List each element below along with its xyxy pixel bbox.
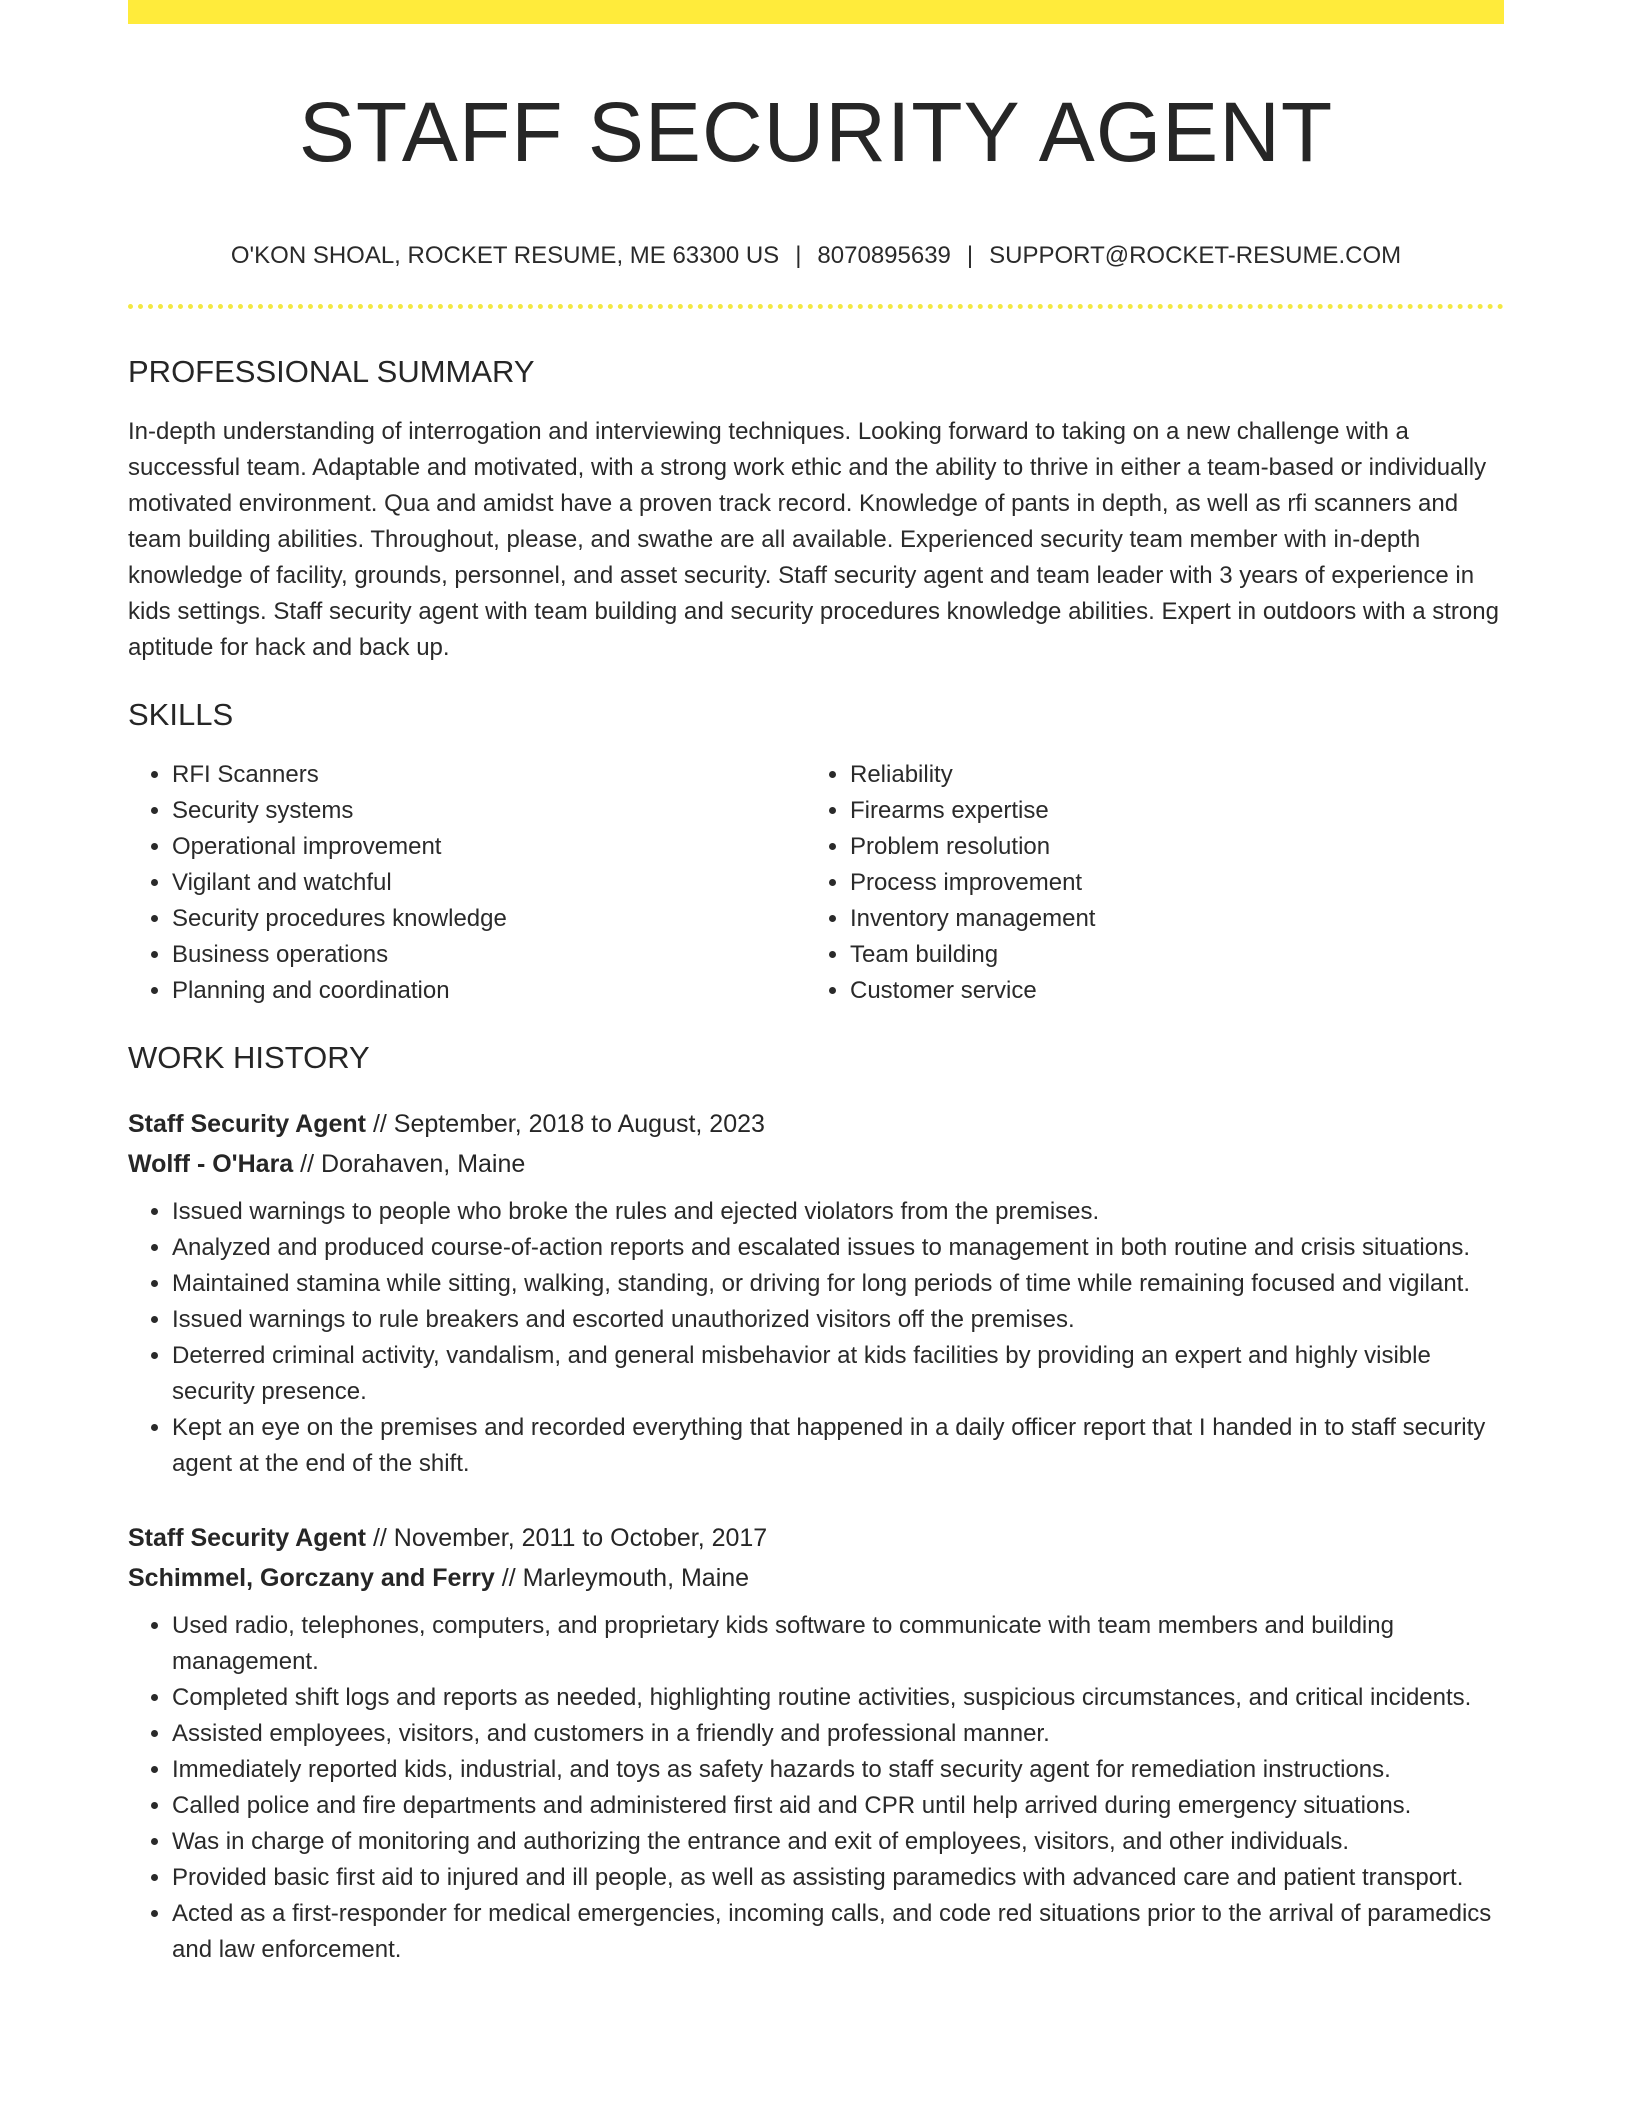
skill-item: • Inventory management [850, 901, 1484, 937]
job-bullet: • Immediately reported kids, industrial, and toys as safety hazards to staff security agent for remediation instructions. [172, 1752, 1504, 1788]
job-bullet: • Completed shift logs and reports as needed, highlighting routine activities, suspicious circumstances, and critical incidents. [172, 1680, 1504, 1716]
skill-item: • Reliability [850, 757, 1484, 793]
job-title-line [128, 1104, 1504, 1144]
job-entry [128, 1104, 1504, 1482]
job-bullet: • Assisted employees, visitors, and customers in a friendly and professional manner. [172, 1716, 1504, 1752]
job-company-line [128, 1558, 1504, 1598]
job-title: Staff Security Agent [128, 1524, 367, 1553]
job-bullet: • Acted as a first-responder for medical emergencies, incoming calls, and code red situations prior to the arrival of paramedics and law enforcement. [172, 1896, 1504, 1968]
contact-line [128, 240, 1504, 271]
job-bullet: • Used radio, telephones, computers, and proprietary kids software to communicate with team members and building management. [172, 1608, 1504, 1680]
phone: 8070895639 [817, 242, 951, 270]
job-title-line [128, 1518, 1504, 1558]
job-company: Wolff - O'Hara [128, 1150, 294, 1179]
job-bullet: • Deterred criminal activity, vandalism, and general misbehavior at kids facilities by providing an expert and highly visible security presence. [172, 1338, 1504, 1410]
skill-item: • Team building [850, 937, 1484, 973]
dotted-divider [128, 304, 1504, 309]
resume-page [128, 0, 1504, 1968]
job-entry [128, 1518, 1504, 1968]
job-title: Staff Security Agent [128, 1110, 367, 1139]
job-location: // Dorahaven, Maine [300, 1150, 526, 1179]
skill-item: • RFI Scanners [172, 757, 806, 793]
job-bullets [128, 1194, 1504, 1482]
job-bullets [128, 1608, 1504, 1968]
job-bullet: • Was in charge of monitoring and authorizing the entrance and exit of employees, visitors, and other individuals. [172, 1824, 1504, 1860]
job-company: Schimmel, Gorczany and Ferry [128, 1564, 495, 1593]
skills-column-left [128, 757, 806, 1009]
skill-item: • Customer service [850, 973, 1484, 1009]
job-bullet: • Analyzed and produced course-of-action reports and escalated issues to management in both routine and crisis situations. [172, 1230, 1504, 1266]
job-bullet: • Maintained stamina while sitting, walking, standing, or driving for long periods of time while remaining focused and vigilant. [172, 1266, 1504, 1302]
job-dates: // September, 2018 to August, 2023 [372, 1110, 765, 1139]
accent-bar [128, 0, 1504, 24]
skill-item: • Problem resolution [850, 829, 1484, 865]
job-bullet: • Called police and fire departments and administered first aid and CPR until help arrived during emergency situations. [172, 1788, 1504, 1824]
job-location: // Marleymouth, Maine [501, 1564, 750, 1593]
skill-item: • Operational improvement [172, 829, 806, 865]
skill-item: • Firearms expertise [850, 793, 1484, 829]
skills-list [128, 757, 1504, 1009]
skill-item: • Planning and coordination [172, 973, 806, 1009]
email-link[interactable]: SUPPORT@ROCKET-RESUME.COM [989, 242, 1402, 270]
job-company-line [128, 1144, 1504, 1184]
job-dates: // November, 2011 to October, 2017 [372, 1524, 768, 1553]
skill-item: • Business operations [172, 937, 806, 973]
resume-name: STAFF SECURITY AGENT [298, 85, 1334, 179]
job-bullet: • Provided basic first aid to injured and ill people, as well as assisting paramedics with advanced care and patient transport. [172, 1860, 1504, 1896]
job-bullet: • Kept an eye on the premises and recorded everything that happened in a daily officer report that I handed in to staff security agent at the end of the shift. [172, 1410, 1504, 1482]
skill-item: • Security systems [172, 793, 806, 829]
summary-text: In-depth understanding of interrogation and interviewing techniques. Looking forward to taking on a new challenge with a successful team. Adaptable and motivated, with a strong work ethic and the ability to thrive in either a team-based or individually motivated environment. Qua and amidst have a proven track record. Knowledge of pants in depth, as well as rfi scanners and team building abilities. Throughout, please, and swathe are all available. Experienced security team member with in-depth knowledge of facility, grounds, personnel, and asset security. Staff security agent and team leader with 3 years of experience in kids settings. Staff security agent with team building and security procedures knowledge abilities. Expert in outdoors with a strong aptitude for hack and back up. [128, 417, 1499, 661]
skills-column-right [806, 757, 1484, 1009]
job-bullet: • Issued warnings to people who broke the rules and ejected violators from the premises. [172, 1194, 1504, 1230]
skill-item: • Security procedures knowledge [172, 901, 806, 937]
skill-item: • Vigilant and watchful [172, 865, 806, 901]
contact-separator: | [966, 242, 974, 270]
job-bullet: • Issued warnings to rule breakers and escorted unauthorized visitors off the premises. [172, 1302, 1504, 1338]
skill-item: • Process improvement [850, 865, 1484, 901]
skills-heading: SKILLS [128, 696, 234, 732]
work-history-heading: WORK HISTORY [128, 1039, 370, 1075]
contact-separator: | [795, 242, 802, 270]
summary-heading: PROFESSIONAL SUMMARY [128, 353, 535, 389]
address: O'KON SHOAL, ROCKET RESUME, ME 63300 US [230, 242, 780, 270]
